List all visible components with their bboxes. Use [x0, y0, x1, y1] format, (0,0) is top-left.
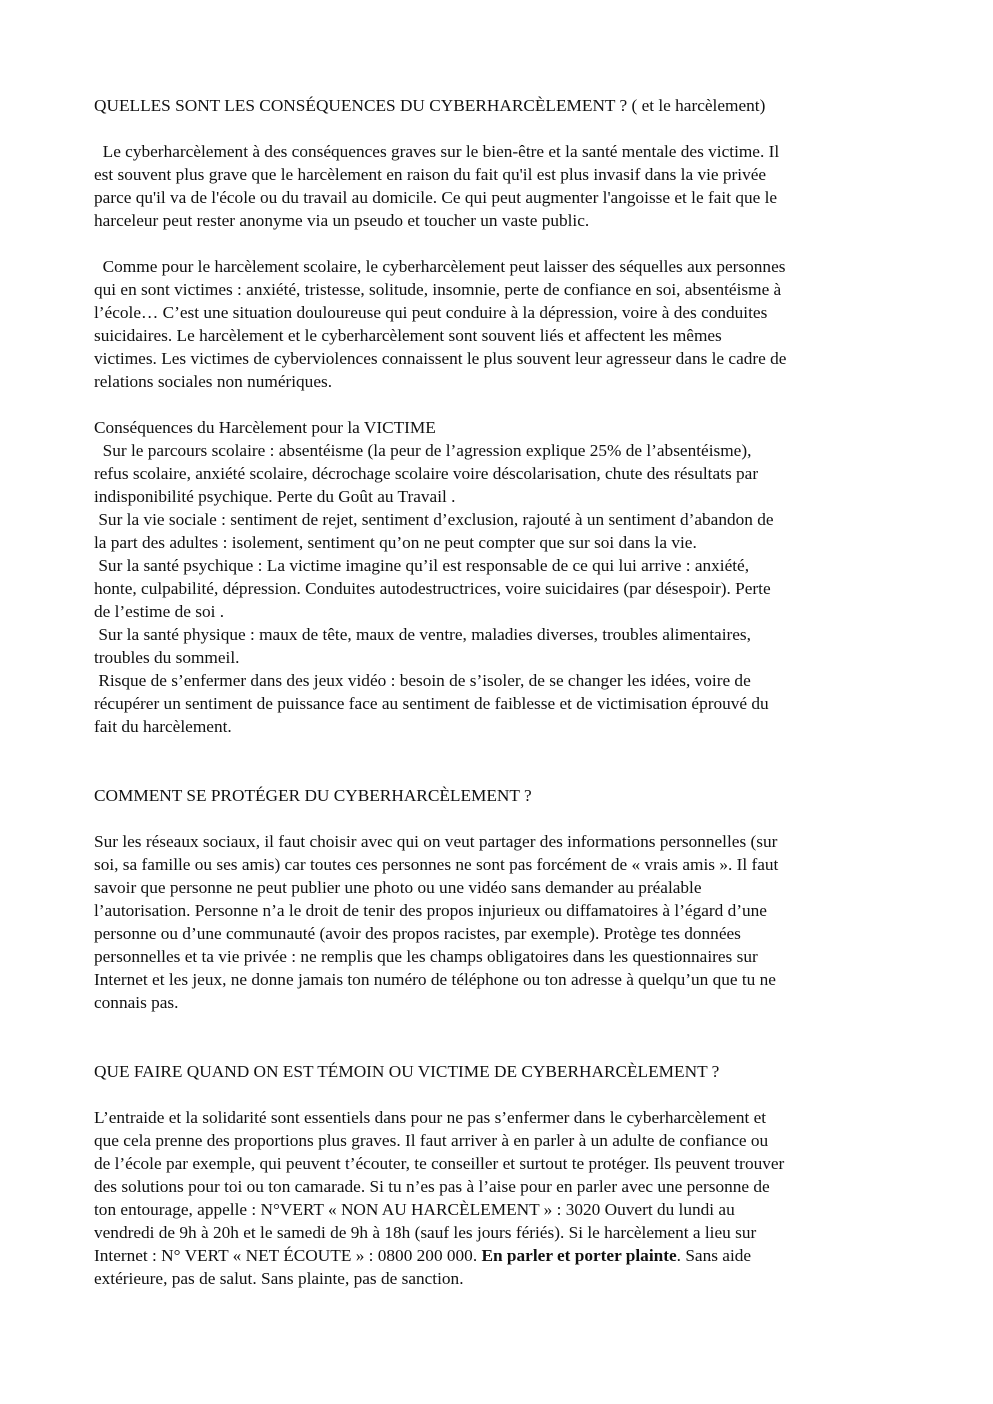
paragraph-sequelles [94, 255, 904, 393]
text-line: Risque de s’enfermer dans des jeux vidéo : besoin de s’isoler, de se changer les idées, voire de [94, 671, 751, 690]
text-line-hotline [94, 1244, 904, 1267]
text-line: connais pas. [94, 993, 179, 1012]
text-line: fait du harcèlement. [94, 717, 232, 736]
text-line: Sur le parcours scolaire : absentéisme (la peur de l’agression explique 25% de l’absentéisme), [94, 441, 752, 460]
text-line: vendredi de 9h à 20h et le samedi de 9h à 18h (sauf les jours fériés). Si le harcèlement a lieu sur [94, 1223, 757, 1242]
text-line: l’autorisation. Personne n’a le droit de tenir des propos injurieux ou diffamatoires à l’égard d’une [94, 901, 767, 920]
paragraph-protection [94, 830, 904, 1014]
text-line: suicidaires. Le harcèlement et le cyberharcèlement sont souvent liés et affectent les mêmes [94, 326, 722, 345]
document-page [94, 94, 904, 1290]
text-line: troubles du sommeil. [94, 648, 240, 667]
subheading-victime: Conséquences du Harcèlement pour la VICTIME [94, 418, 436, 437]
text-line: Sur la santé physique : maux de tête, maux de ventre, maladies diverses, troubles alimentaires, [94, 625, 751, 644]
text-line: des solutions pour toi ou ton camarade. Si tu n’es pas à l’aise pour en parler avec une personne de [94, 1177, 770, 1196]
emphasis-porter-plainte: En parler et porter plainte [481, 1246, 677, 1265]
text-line: Internet et les jeux, ne donne jamais ton numéro de téléphone ou ton adresse à quelqu’un que tu ne [94, 970, 776, 989]
text-line: récupérer un sentiment de puissance face au sentiment de faiblesse et de victimisation éprouvé du [94, 694, 769, 713]
text-line: qui en sont victimes : anxiété, tristesse, solitude, insomnie, perte de confiance en soi, absentéisme à [94, 280, 782, 299]
text-line: honte, culpabilité, dépression. Conduites autodestructrices, voire suicidaires (par désespoir). Perte [94, 579, 771, 598]
section-heading-que-faire: QUE FAIRE QUAND ON EST TÉMOIN OU VICTIME DE CYBERHARCÈLEMENT ? [94, 1062, 720, 1081]
text-line: l’école… C’est une situation douloureuse qui peut conduire à la dépression, voire à des conduites [94, 303, 768, 322]
text-line: Sur la santé psychique : La victime imagine qu’il est responsable de ce qui lui arrive : anxiété, [94, 556, 750, 575]
text-line: que cela prenne des proportions plus graves. Il faut arriver à en parler à un adulte de confiance ou [94, 1131, 769, 1150]
text-line: Comme pour le harcèlement scolaire, le cyberharcèlement peut laisser des séquelles aux personnes [94, 257, 786, 276]
text-line: parce qu'il va de l'école ou du travail au domicile. Ce qui peut augmenter l'angoisse et le fait que le [94, 188, 778, 207]
text-line: extérieure, pas de salut. Sans plainte, pas de sanction. [94, 1269, 464, 1288]
text-line: personne ou d’une communauté (avoir des propos racistes, par exemple). Protège tes données [94, 924, 741, 943]
text-line: relations sociales non numériques. [94, 372, 333, 391]
paragraph-que-faire [94, 1106, 904, 1290]
text-line: de l’estime de soi . [94, 602, 225, 621]
section-heading-consequences: QUELLES SONT LES CONSÉQUENCES DU CYBERHARCÈLEMENT ? ( et le harcèlement) [94, 96, 766, 115]
hotline-text-end: . Sans aide [676, 1246, 752, 1265]
text-line: Sur la vie sociale : sentiment de rejet, sentiment d’exclusion, rajouté à un sentiment d’abandon de [94, 510, 774, 529]
text-line: la part des adultes : isolement, sentiment qu’on ne peut compter que sur soi dans la vie. [94, 533, 697, 552]
section-heading-protection: COMMENT SE PROTÉGER DU CYBERHARCÈLEMENT ? [94, 786, 532, 805]
text-line: personnelles et ta vie privée : ne remplis que les champs obligatoires dans les questionnaires sur [94, 947, 758, 966]
text-line: Sur les réseaux sociaux, il faut choisir avec qui on veut partager des informations personnelles (sur [94, 832, 778, 851]
text-line: L’entraide et la solidarité sont essentiels dans pour ne pas s’enfermer dans le cyberharcèlement et [94, 1108, 767, 1127]
text-line: harceleur peut rester anonyme via un pseudo et toucher un vaste public. [94, 211, 590, 230]
text-line: Le cyberharcèlement à des conséquences graves sur le bien-être et la santé mentale des victime. Il [94, 142, 780, 161]
text-line: est souvent plus grave que le harcèlement en raison du fait qu'il est plus invasif dans la vie privée [94, 165, 767, 184]
text-line: de l’école par exemple, qui peuvent t’écouter, te conseiller et surtout te protéger. Ils peuvent trouver [94, 1154, 785, 1173]
text-line: indisponibilité psychique. Perte du Goût au Travail . [94, 487, 456, 506]
text-line: savoir que personne ne peut publier une photo ou une vidéo sans demander au préalable [94, 878, 702, 897]
text-line: ton entourage, appelle : N°VERT « NON AU HARCÈLEMENT » : 3020 Ouvert du lundi au [94, 1200, 735, 1219]
text-line: victimes. Les victimes de cyberviolences connaissent le plus souvent leur agresseur dans le cadre de [94, 349, 787, 368]
hotline-text: Internet : N° VERT « NET ÉCOUTE » : 0800 200 000. [94, 1246, 482, 1265]
paragraph-cyberharcelement-intro [94, 140, 904, 232]
paragraph-consequences-victime [94, 416, 904, 738]
text-line: refus scolaire, anxiété scolaire, décrochage scolaire voire déscolarisation, chute des résultats par [94, 464, 759, 483]
text-line: soi, sa famille ou ses amis) car toutes ces personnes ne sont pas forcément de « vrais amis ». Il faut [94, 855, 779, 874]
